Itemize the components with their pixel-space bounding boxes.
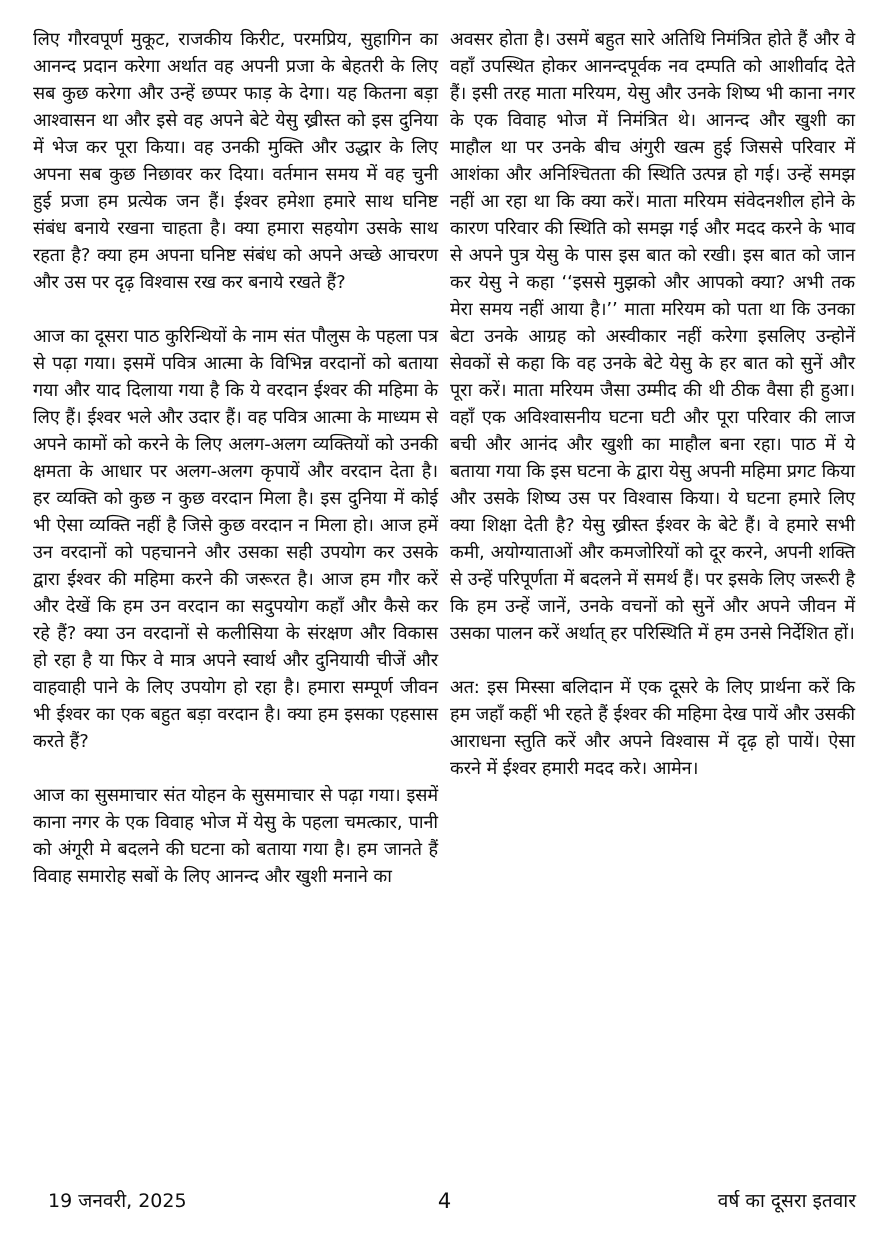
page-footer <box>33 1185 856 1217</box>
footer-page-number: 4 <box>437 1189 452 1213</box>
body-paragraph: लिए गौरवपूर्ण मुकूट, राजकीय किरीट, परमप्रिय, सुहागिन का आनन्द प्रदान करेगा अर्थात वह अपनी प्रजा के बेहतरी के लिए सब कुछ करेगा और उन्हें छप्पर फाड़ के देगा। यह कितना बड़ा आश्वासन था और इसे वह अपने बेटे येसु ख्रीस्त को इस दुनिया में भेज कर पूरा किया। वह उनकी मुक्ति और उद्धार के लिए अपना सब कुछ निछावर कर दिया। वर्तमान समय में वह चुनी हुई प्रजा हम प्रत्येक जन हैं। ईश्वर हमेशा हमारे साथ घनिष्ट संबंध बनाये रखना चाहता है। क्या हमारा सहयोग उसके साथ रहता है? क्या हम अपना घनिष्ट संबंध को अपने अच्छे आचरण और उस पर दृढ़ विश्वास रख कर बनाये रखते हैं? <box>33 29 438 293</box>
right-column <box>450 26 855 1169</box>
body-paragraph: आज का सुसमाचार संत योहन के सुसमाचार से पढ़ा गया। इसमें काना नगर के एक विवाह भोज में येसु के पहला चमत्कार, पानी को अंगूरी मे बदलने की घटना को बताया गया है। हम जानते हैं विवाह समारोह सबों के लिए आनन्द और खुशी मनाने का <box>33 785 438 887</box>
body-paragraph: आज का दूसरा पाठ कुरिन्थियों के नाम संत पौलुस के पहला पत्र से पढ़ा गया। इसमें पवित्र आत्मा के विभिन्न वरदानों को बताया गया और याद दिलाया गया है कि ये वरदान ईश्वर की महिमा के लिए हैं। ईश्वर भले और उदार हैं। वह पवित्र आत्मा के माध्यम से अपने कामों को करने के लिए अलग-अलग व्यक्तियों को उनकी क्षमता के आधार पर अलग-अलग कृपायें और वरदान देता है। हर व्यक्ति को कुछ न कुछ वरदान मिला है। इस दुनिया में कोई भी ऐसा व्यक्ति नहीं है जिसे कुछ वरदान न मिला हो। आज हमें उन वरदानों को पहचानने और उसका सही उपयोग कर उसके द्वारा ईश्वर की महिमा करने की जरूरत है। आज हम गौर करें और देखें कि हम उन वरदान का सदुपयोग कहाँ और कैसे कर रहे हैं? क्या उन वरदानों से कलीसिया के संरक्षण और विकास हो रहा है या फिर वे मात्र अपने स्वार्थ और दुनियायी चीजें और वाहवाही पाने के लिए उपयोग हो रहा है। हमारा सम्पूर्ण जीवन भी ईश्वर का एक बहुत बड़ा वरदान है। क्या हम इसका एहसास करते हैं? <box>33 326 438 752</box>
body-paragraph: अवसर होता है। उसमें बहुत सारे अतिथि निमंत्रित होते हैं और वे वहाँ उपस्थित होकर आनन्दपूर्वक नव दम्पति को आशीर्वाद देते हैं। इसी तरह माता मरियम, येसु और उनके शिष्य भी काना नगर के एक विवाह भोज में निमंत्रित थे। आनन्द और खुशी का माहौल था पर उनके बीच अंगुरी खत्म हुई जिससे परिवार में आशंका और अनिश्चितता की स्थिति उत्पन्न हो गई। उन्हें समझ नहीं आ रहा था कि क्या करें। माता मरियम संवेदनशील होने के कारण परिवार की स्थिति को समझ गई और मदद करने के भाव से अपने पुत्र येसु के पास इस बात को रखी। इस बात को जान कर येसु ने कहा ‘‘इससे मुझको और आपको क्या? अभी तक मेरा समय नहीं आया है।’’ माता मरियम को पता था कि उनका बेटा उनके आग्रह को अस्वीकार नहीं करेगा इसलिए उन्होनें सेवकों से कहा कि वह उनके बेटे येसु के हर बात को सुनें और पूरा करें। माता मरियम जैसा उम्मीद की थी ठीक वैसा ही हुआ। वहाँ एक अविश्वासनीय घटना घटी और पूरा परिवार की लाज बची और आनंद और खुशी का माहौल बना रहा। पाठ में ये बताया गया कि इस घटना के द्वारा येसु अपनी महिमा प्रगट किया और उसके शिष्य उस पर विश्वास किया। ये घटना हमारे लिए क्या शिक्षा देती है? येसु ख्रीस्त ईश्वर के बेटे हैं। वे हमारे सभी कमी, अयोग्याताओं और कमजोरियों को दूर करने, अपनी शक्ति से उन्हें परिपूर्णता में बदलने में समर्थ हैं। पर इसके लिए जरूरी है कि हम उन्हें जानें, उनके वचनों को सुनें और अपने जीवन में उसका पालन करें अर्थात् हर परिस्थिति में हम उनसे निर्देशित हों। <box>450 29 855 644</box>
left-column <box>33 26 438 1169</box>
text-columns <box>33 26 856 1169</box>
body-paragraph: अत: इस मिस्सा बलिदान में एक दूसरे के लिए प्रार्थना करें कि हम जहाँ कहीं भी रहते हैं ईश्वर की महिमा देख पायें और उसकी आराधना स्तुति करें और अपने विश्वास में दृढ़ हो पायें। ऐसा करने में ईश्वर हमारी मदद करे। आमेन। <box>450 677 855 779</box>
footer-title: वर्ष का दूसरा इतवार <box>717 1190 856 1212</box>
footer-date: 19 जनवरी, 2025 <box>48 1190 187 1212</box>
